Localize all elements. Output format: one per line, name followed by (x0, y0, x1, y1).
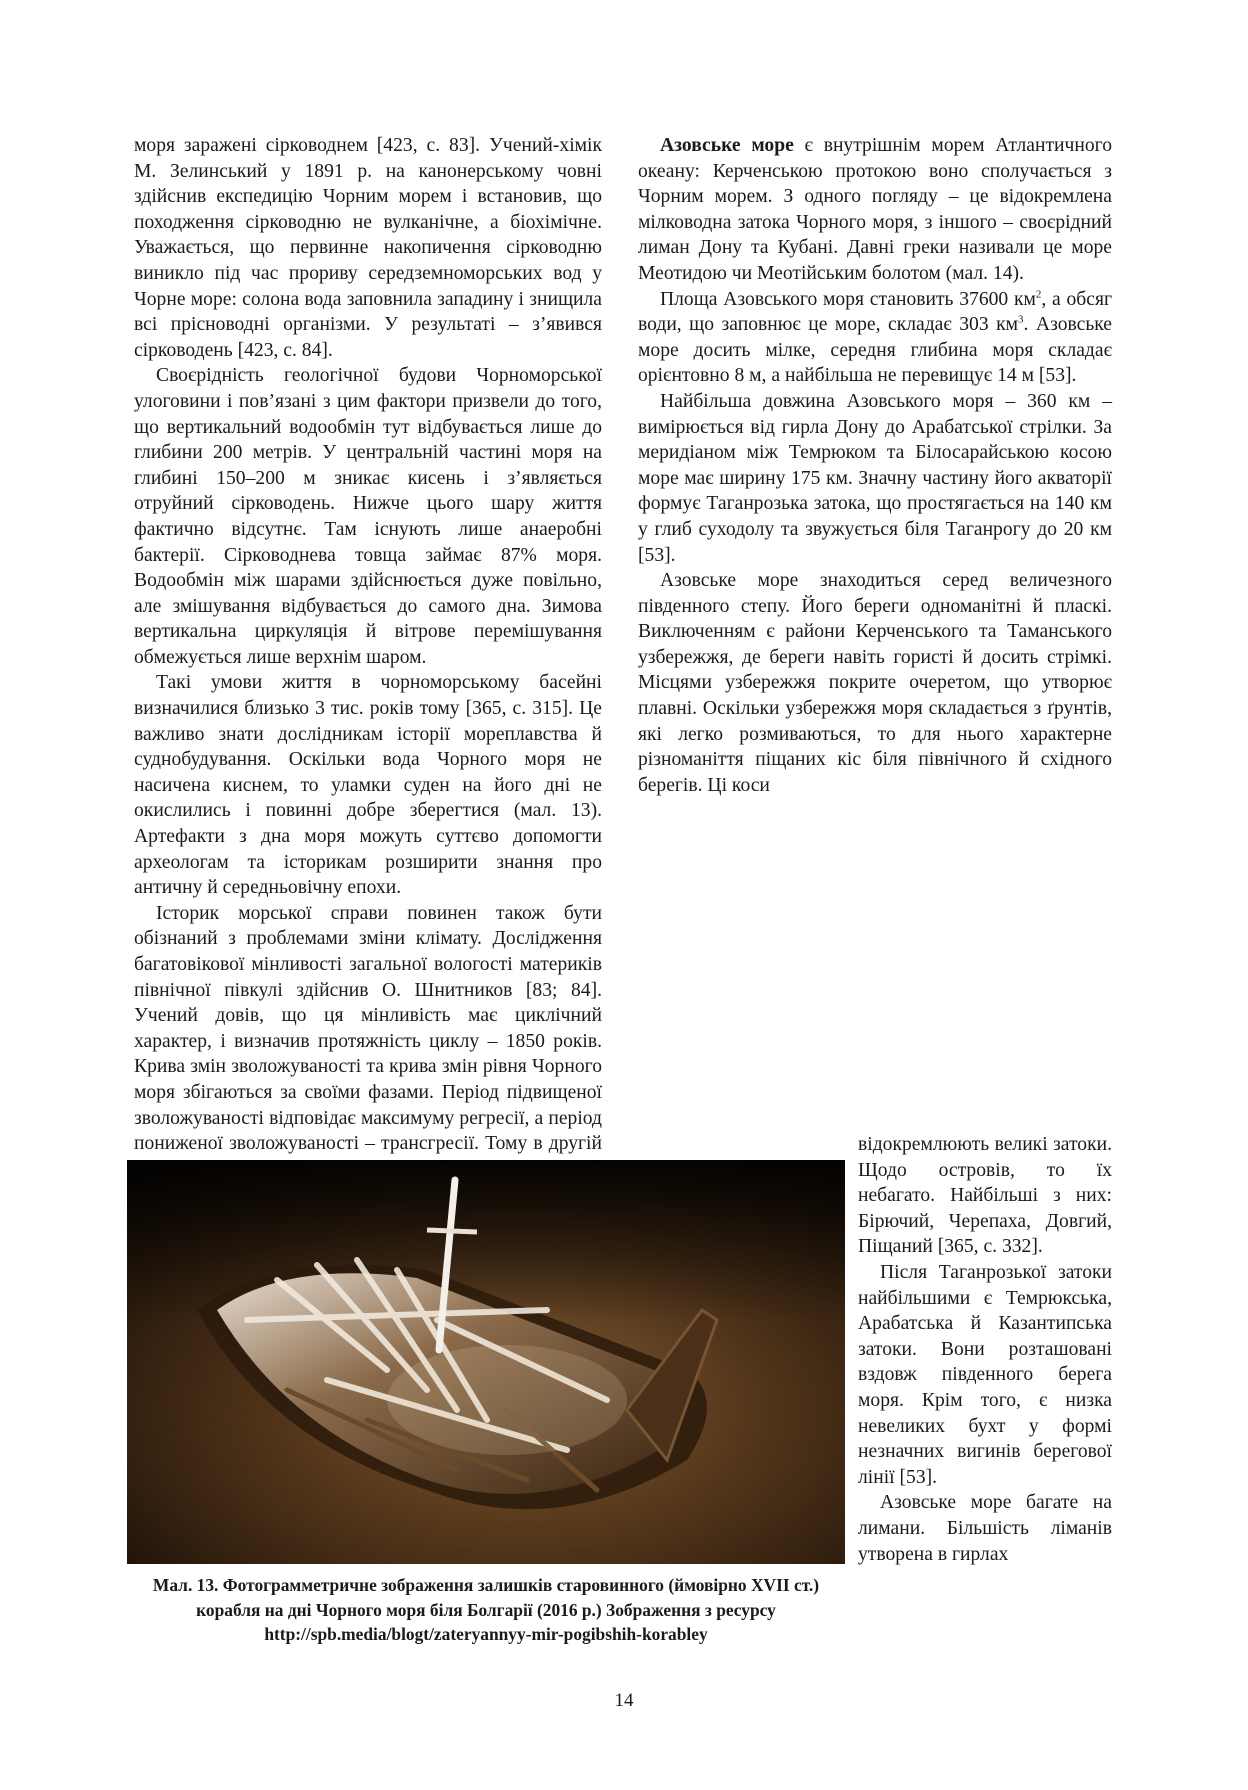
paragraph: Азовське море багате на лимани. Більшість ліманів утворена в гирлах (858, 1492, 1112, 1565)
paragraph: Площа Азовського моря становить 37600 $км^2$, а обсяг води, що заповнює це море, складає 303 $км^3$. Азовське море досить мілке, середня глибина моря складає орієнтовно 8 м, а найбільша не перевищує 14 м [53]. (638, 288, 1112, 387)
narrow-text-column (858, 1132, 1112, 1567)
figure-caption: Мал. 13. Фотограмметричне зображення залишків старовинного (ймовірно XVII ст.) корабля на дні Чорного моря біля Болгарії (2016 р.) Зображення з ресурсу http://spb.media/blogt/zateryannyy-mir-pogibshih-korabley (152, 1575, 820, 1644)
paragraph: Азовське море є внутрішнім морем Атлантичного океану: Керченською протокою воно сполучається з Чорним морем. З одного погляду – це відокремлена мілководна затока Чорного моря, з іншого – своєрідний лиман Дону та Кубані. Давні греки називали це море Меотидою чи Меотійським болотом (мал. 14). (638, 135, 1112, 284)
page-number: 14 (614, 1690, 634, 1711)
paragraph: відокремлюють великі затоки. Щодо островів, то їх небагато. Найбільші з них: Бірючий, Черепаха, Довгий, Піщаний [365, с. 332]. (858, 1134, 1112, 1258)
paragraph: Історик морської справи повинен також бути обізнаний з проблемами зміни клімату. Дослідження багатовікової мінливості загальної вологості материків північної півкулі здійснив О. Шнитников [83; 84]. Учений довів, що ця мінливість має циклічний характер, і визначив протяжність циклу – 1850 років. Крива змін зволожуваності та крива змін рівня Чорного моря збігаються за своїми фазами. Період підвищеної зволожуваності відповідає максимуму регресії, а період пониженої зволожуваності – трансгресії. Тому в другій (134, 902, 602, 1155)
left-text-column (134, 133, 602, 1259)
paragraph: моря заражені сірководнем [423, с. 83]. Учений-хімік М. Зелинський у 1891 р. на канонерському човні здійснив експедицію Чорним морем і встановив, що походження сірководню не вулканічне, а біохімічне. Уважається, що первинне накопичення сірководню виникло під час прориву середземноморських вод у Чорне море: солона вода заповнила западину і знищила всі прісноводні організми. У результаті – з’явився сірководень [423, с. 84]. (134, 135, 602, 361)
shipwreck-photo (127, 1160, 845, 1564)
paragraph: Найбільша довжина Азовського моря – 360 км – вимірюється від гирла Дону до Арабатської стрілки. За меридіаном між Темрюком та Білосарайською косою море має ширину 175 км. Значну частину його акваторії формує Таганрозька затока, що простягається на 140 км у глиб суходолу та звужується біля Таганрогу до 20 км [53]. (638, 390, 1112, 566)
paragraph: Своєрідність геологічної будови Чорноморської улоговини і пов’язані з цим фактори призвели до того, що вертикальний водообмін тут відбувається лише до глибини 200 метрів. У центральній частині моря на глибині 150–200 м зникає кисень і з’являється отруйний сірководень. Нижче цього шару життя фактично відсутнє. Там існують лише анаеробні бактерії. Сірководнева товща займає 87% моря. Водообмін між шарами здійснюється дуже повільно, але змішування відбувається до самого дна. Зимова вертикальна циркуляція й вітрове перемішування обмежується лише верхнім шаром. (134, 365, 602, 668)
paragraph: Такі умови життя в чорноморському басейні визначилися близько 3 тис. років тому [365, с. 315]. Це важливо знати дослідникам історії мореплавства й суднобудування. Оскільки вода Чорного моря не насичена киснем, то уламки суден на його дні не окислились і повинні добре зберегтися (мал. 13). Артефакти з дна моря можуть суттєво допомогти археологам та історикам розширити знання про античну й середньовічну епохи. (134, 672, 602, 899)
paragraph: Азовське море знаходиться серед величезного південного степу. Його береги одноманітні й пласкі. Виключенням є райони Керченського та Таманського узбережжя, де береги навіть гористі й досить стрімкі. Місцями узбережжя покрите очеретом, що утворює плавні. Оскільки узбережжя моря складається з ґрунтів, які легко розмиваються, то для нього характерне різноманіття піщаних кіс біля північного й східного берегів. Ці коси (638, 570, 1112, 796)
term-azov-sea: Азовське море (660, 135, 794, 156)
paragraph: Після Таганрозької затоки найбільшими є Темрюкська, Арабатська й Казантипська затоки. Вони розташовані вздовж південного берега моря. Крім того, є низка невеликих бухт у формі незначних вигинів берегової лінії [53]. (858, 1261, 1112, 1488)
right-text-column (638, 133, 1112, 798)
